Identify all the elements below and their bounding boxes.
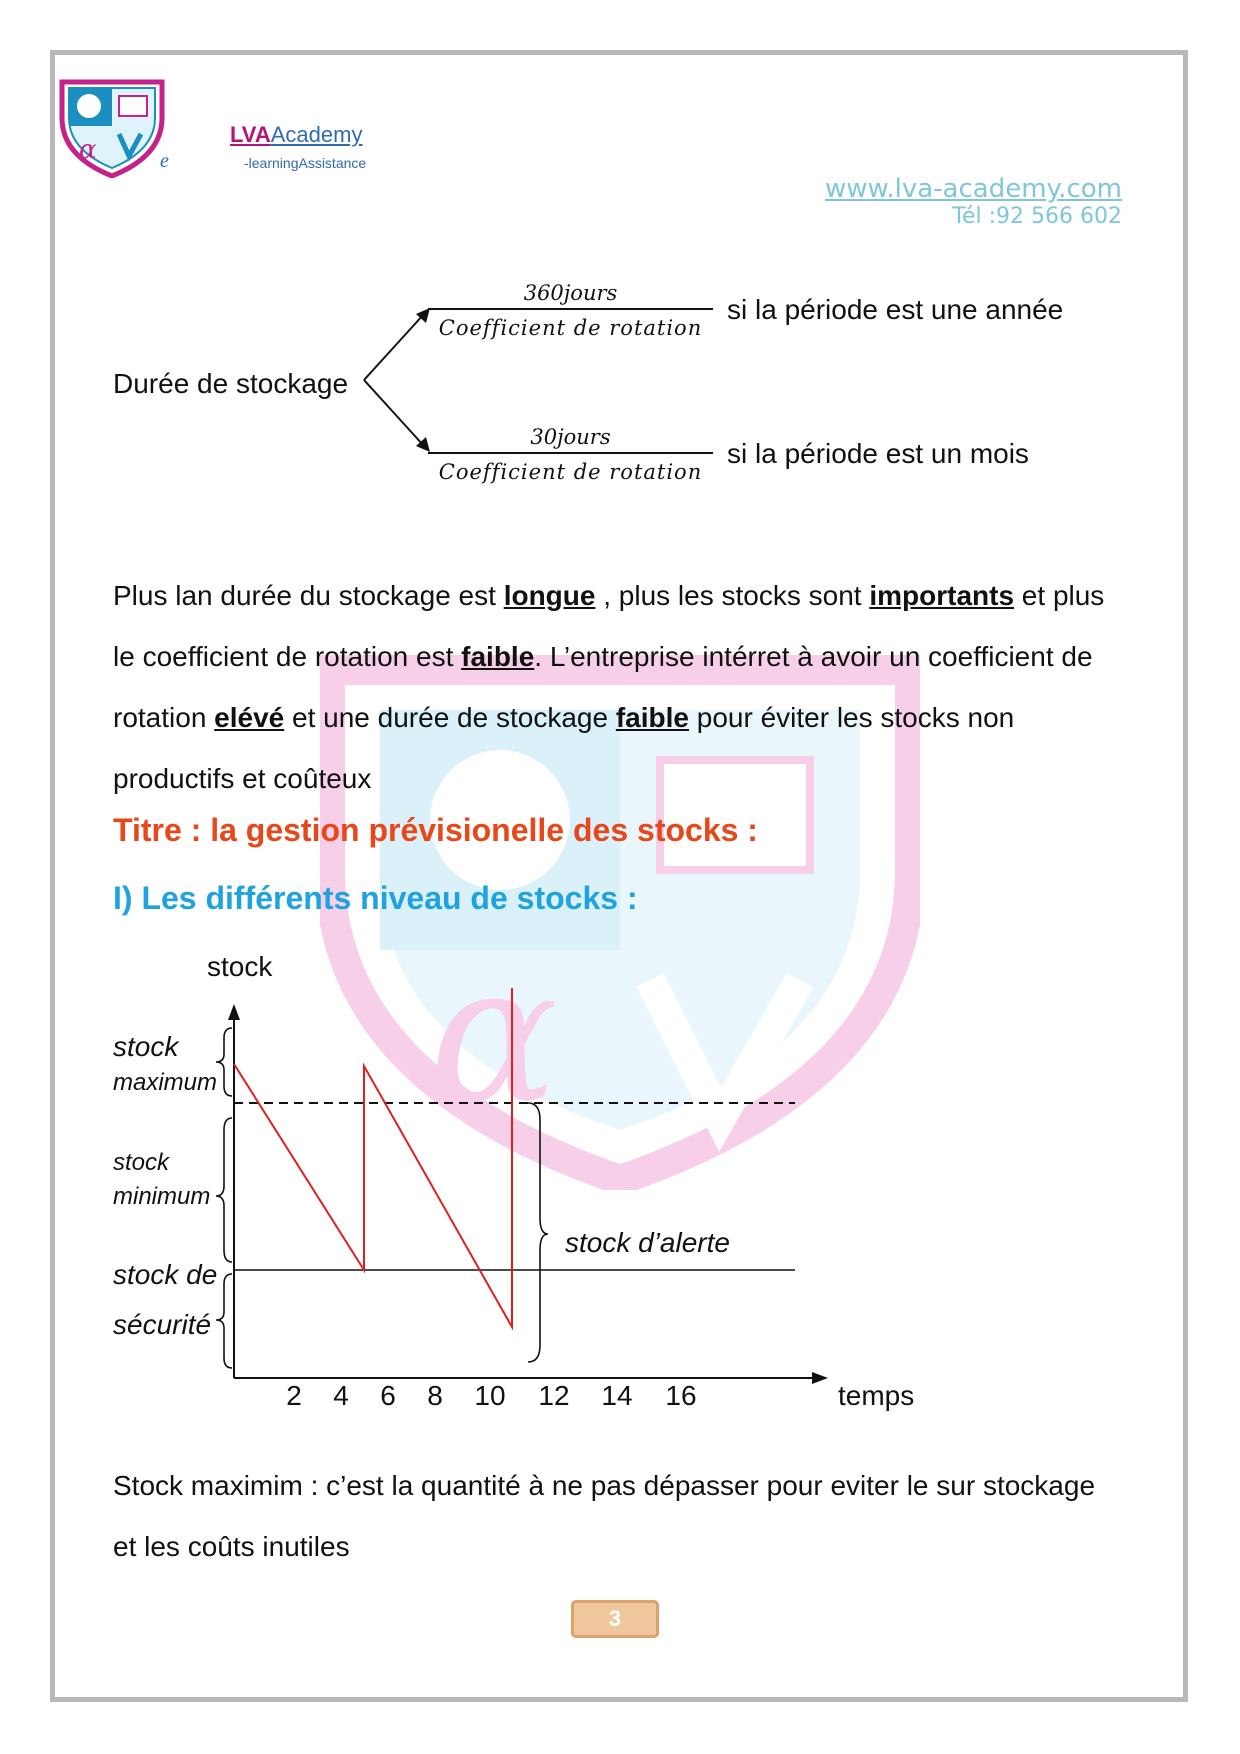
logo-letter: e <box>160 150 169 172</box>
fraction-denominator: Coefficient de rotation <box>438 460 703 484</box>
x-tick-label: 14 <box>601 1380 633 1411</box>
label-stock-minimum-2: minimum <box>113 1183 211 1210</box>
phone-number: Tél :92 566 602 <box>952 204 1122 229</box>
label-stock-securite-2: sécurité <box>113 1309 212 1340</box>
section-title: I) Les différents niveau de stocks : <box>113 880 638 916</box>
website-link[interactable]: www.lva-academy.com <box>824 174 1122 204</box>
x-tick-label: 4 <box>333 1380 349 1411</box>
brace-securite <box>216 1274 232 1368</box>
duree-label: Durée de stockage <box>113 368 349 399</box>
text-segment: et plus le coefficient de rotation est <box>113 580 1105 672</box>
x-axis-label: temps <box>838 1380 915 1411</box>
definition-paragraph: Stock maximim : c’est la quantité à ne pas dépasser pour eviter le sur stockage et les coûts inutiles <box>113 1470 1096 1562</box>
emphasis-longue: longue <box>503 580 596 611</box>
label-stock-maximum-1: stock <box>113 1031 179 1062</box>
text-segment: Plus lan durée du stockage est <box>113 580 504 611</box>
condition-month: si la période est un mois <box>727 438 1029 469</box>
stock-level-line <box>234 988 512 1327</box>
x-tick-label: 10 <box>474 1380 506 1411</box>
brand-suffix: Academy <box>270 122 363 147</box>
emphasis-eleve: elévé <box>214 702 285 733</box>
x-tick-label: 12 <box>538 1380 570 1411</box>
label-stock-minimum-1: stock <box>113 1149 170 1176</box>
main-title: Titre : la gestion prévisionelle des stocks : <box>113 812 758 848</box>
x-tick-label: 6 <box>380 1380 396 1411</box>
emphasis-importants: importants <box>869 580 1015 611</box>
y-axis-arrow <box>228 1004 240 1020</box>
y-axis-label: stock <box>207 951 273 982</box>
text-segment: et une durée de stockage <box>284 702 616 733</box>
brand-subtitle: -learningAssistance <box>244 155 367 171</box>
brace-alerte <box>528 1103 548 1362</box>
x-tick-label: 16 <box>665 1380 697 1411</box>
fraction-numerator: 360jours <box>523 281 618 305</box>
brace-maximum <box>216 1028 232 1096</box>
brand-prefix: LVA <box>230 122 271 147</box>
fraction-denominator: Coefficient de rotation <box>438 316 703 340</box>
text-segment: pour éviter les stocks non productifs et coûteux <box>113 702 1015 794</box>
svg-text:α: α <box>430 924 559 1145</box>
condition-year: si la période est une année <box>727 294 1064 325</box>
brace-minimum <box>216 1118 232 1262</box>
svg-text:α: α <box>79 135 97 165</box>
x-tick-label: 2 <box>286 1380 302 1411</box>
emphasis-faible: faible <box>461 641 535 672</box>
text-segment: , plus les stocks sont <box>595 580 870 611</box>
label-stock-maximum-2: maximum <box>113 1069 218 1096</box>
text-segment: . L’entreprise intérret à avoir un coefficient de rotation <box>113 641 1093 733</box>
fraction-numerator: 30jours <box>530 425 611 449</box>
x-tick-label: 8 <box>427 1380 443 1411</box>
page-number: 3 <box>571 1600 659 1638</box>
emphasis-faible-2: faible <box>615 702 689 733</box>
label-stock-alerte: stock d’alerte <box>565 1227 730 1258</box>
x-axis-arrow <box>812 1372 828 1384</box>
label-stock-securite-1: stock de <box>113 1259 218 1290</box>
